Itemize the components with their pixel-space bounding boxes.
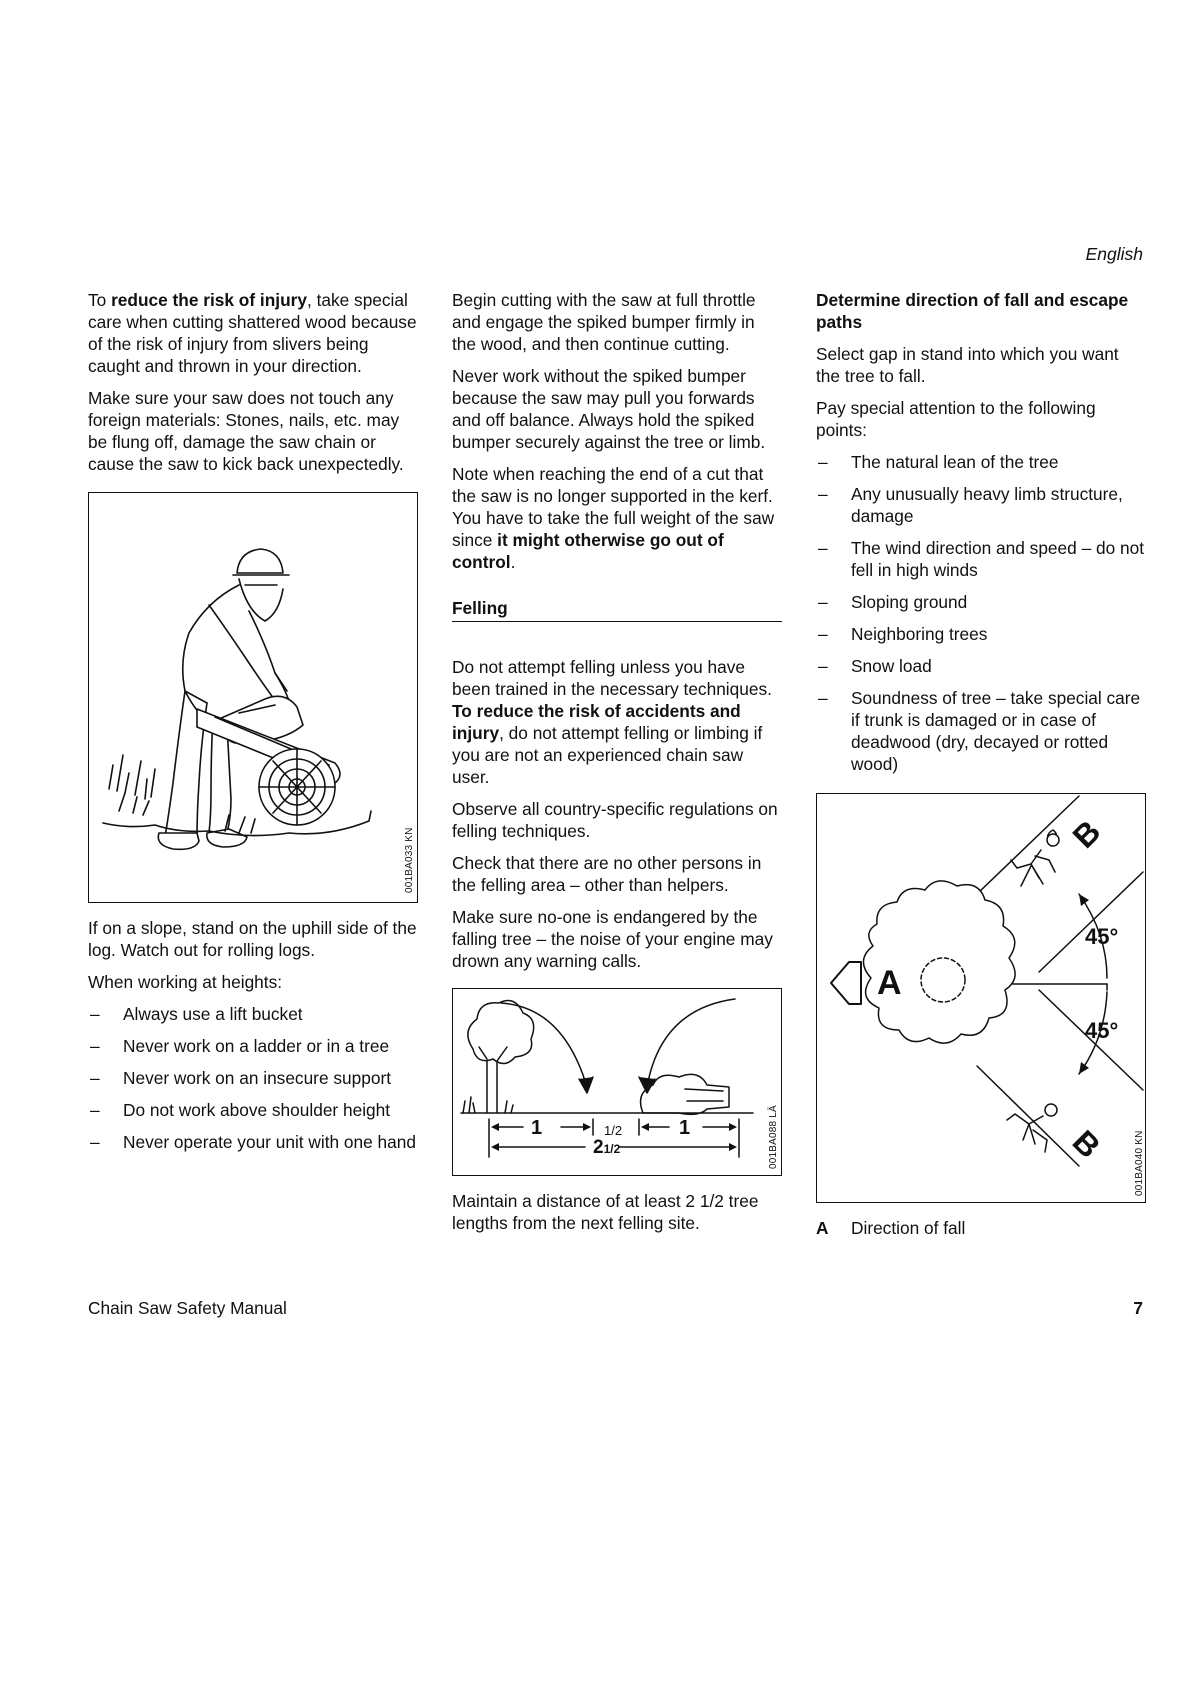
list-item: – Neighboring trees xyxy=(818,624,988,644)
paragraph-distance: Maintain a distance of at least 2 1/2 tree lengths from the next felling site. xyxy=(452,1191,759,1233)
list-item: – Do not work above shoulder height xyxy=(90,1100,391,1120)
list-item: – Never operate your unit with one hand xyxy=(90,1132,417,1152)
label-angle-top: 45° xyxy=(1085,924,1119,949)
paragraph-endangered: Make sure no-one is endangered by the falling tree – the noise of your engine may drown any warning calls. xyxy=(452,907,773,971)
paragraph-select-gap: Select gap in stand into which you want the tree to fall. xyxy=(816,344,1119,386)
figure-code: 001BA088 LÄ xyxy=(768,1105,779,1169)
list-item: – Always use a lift bucket xyxy=(90,1004,303,1024)
paragraph-spiked-bumper: Never work without the spiked bumper because the saw may pull you forwards and off balance. Always hold the spiked bumper securely against the tree or limb. xyxy=(452,366,766,452)
label-one-left: 1 xyxy=(531,1117,543,1139)
list-item: – The natural lean of the tree xyxy=(818,452,1059,472)
figure-felling-distance xyxy=(452,988,782,1176)
figure-chainsaw-cutting-log xyxy=(88,492,418,903)
label-a: A xyxy=(877,964,902,1002)
paragraph-regulations: Observe all country-specific regulations on felling techniques. xyxy=(452,799,778,841)
footer-title: Chain Saw Safety Manual xyxy=(88,1298,287,1318)
legend-key: A xyxy=(816,1218,829,1238)
list-item: – Never work on an insecure support xyxy=(90,1068,391,1088)
label-b-bottom: B xyxy=(1065,1123,1108,1165)
figure-code: 001BA040 KN xyxy=(1134,1130,1145,1196)
heights-list xyxy=(88,1003,418,1153)
paragraph-heights-intro: When working at heights: xyxy=(88,972,283,992)
figure-direction-of-fall xyxy=(816,793,1146,1203)
list-item: – Snow load xyxy=(818,656,932,676)
label-one-right: 1 xyxy=(679,1117,691,1139)
list-item: – The wind direction and speed – do not fell in high winds xyxy=(818,538,1145,580)
list-item: – Sloping ground xyxy=(818,592,968,612)
column-1 xyxy=(88,289,418,1163)
paragraph-full-throttle: Begin cutting with the saw at full throttle and engage the spiked bumper firmly in the wood, and then continue cutting. xyxy=(452,290,756,354)
section-heading-felling: Felling xyxy=(452,597,782,622)
label-angle-bottom: 45° xyxy=(1085,1018,1119,1043)
label-half: 1/2 xyxy=(604,1123,623,1138)
chainsaw-worker-illustration xyxy=(89,493,416,901)
paragraph-foreign-materials: Make sure your saw does not touch any foreign materials: Stones, nails, etc. may be flung off, damage the saw chain or cause the saw to kick back unexpectedly. xyxy=(88,388,404,474)
bold-text: To reduce the risk of accidents and injury xyxy=(452,701,741,743)
label-two-and-half: 21/2 xyxy=(593,1137,621,1158)
paragraph-slope: If on a slope, stand on the uphill side of the log. Watch out for rolling logs. xyxy=(88,918,417,960)
bold-text: reduce the risk of injury xyxy=(111,290,307,310)
heading-direction-of-fall: Determine direction of fall and escape paths xyxy=(816,290,1129,332)
list-item: – Never work on a ladder or in a tree xyxy=(90,1036,390,1056)
language-label: English xyxy=(1085,244,1143,264)
figure-legend xyxy=(816,1217,1146,1239)
figure-code: 001BA033 KN xyxy=(404,827,415,893)
list-item: – Any unusually heavy limb structure, damage xyxy=(818,484,1123,526)
paragraph-end-of-cut: Note when reaching the end of a cut that the saw is no longer supported in the kerf. You have to take the full weight of the saw since it might otherwise go out of control. xyxy=(452,464,775,572)
paragraph-attention: Pay special attention to the following points: xyxy=(816,398,1096,440)
column-2 xyxy=(452,289,782,1244)
paragraph-other-persons: Check that there are no other persons in the felling area – other than helpers. xyxy=(452,853,762,895)
paragraph-training: Do not attempt felling unless you have been trained in the necessary techniques. To reduce the risk of accidents and injury, do not attempt felling or limbing if you are not an experienced chain saw user. xyxy=(452,657,772,787)
bold-text: it might otherwise go out of control xyxy=(452,530,724,572)
paragraph-shattered-wood: To reduce the risk of injury, take special care when cutting shattered wood because of the risk of injury from slivers being caught and thrown in your direction. xyxy=(88,290,417,376)
column-3 xyxy=(816,289,1146,1239)
page-number: 7 xyxy=(1133,1298,1143,1318)
legend-text: Direction of fall xyxy=(851,1218,966,1238)
attention-list xyxy=(816,451,1146,775)
list-item: – Soundness of tree – take special care if trunk is damaged or in case of deadwood (dry, decayed or rotted wood) xyxy=(818,688,1141,774)
label-b-top: B xyxy=(1065,813,1108,855)
